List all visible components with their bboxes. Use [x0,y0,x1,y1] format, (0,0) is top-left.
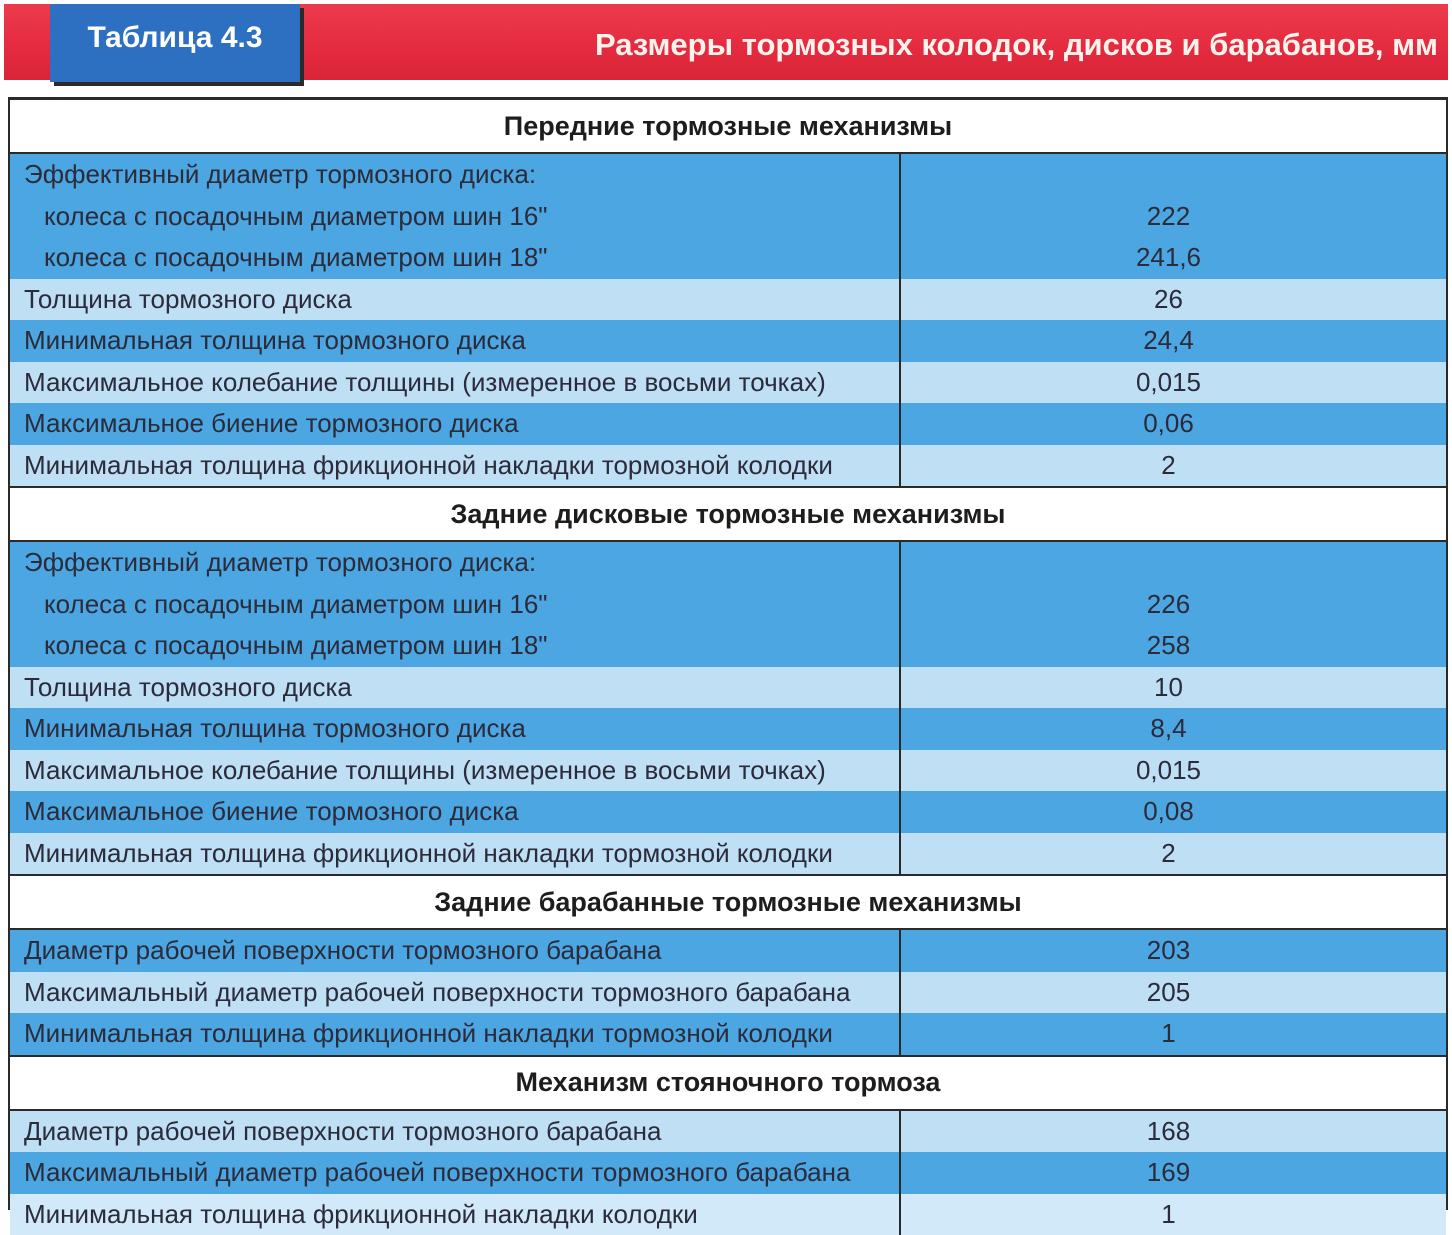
table-row [10,445,1446,487]
table-row [10,362,1446,404]
row-label: Минимальная толщина фрикционной накладки тормозной колодки [10,445,901,487]
row-value: 205 [901,972,1446,1014]
table-row [10,791,1446,833]
row-value: 241,6 [901,237,1446,279]
table-row [10,972,1446,1014]
table-row [10,320,1446,362]
row-label: Минимальная толщина тормозного диска [10,708,901,750]
section-parking-brake [10,1109,1446,1235]
section-title: Механизм стояночного тормоза [10,1057,1446,1109]
row-label: Минимальная толщина фрикционной накладки тормозной колодки [10,833,901,875]
section-rear-drum-brakes [10,928,1446,1057]
row-value: 1 [901,1013,1446,1055]
section-rear-disc-brakes [10,540,1446,876]
row-label: Минимальная толщина тормозного диска [10,320,901,362]
row-label: Эффективный диаметр тормозного диска: [10,154,901,196]
row-label: Максимальный диаметр рабочей поверхности тормозного барабана [10,1152,901,1194]
row-value: 0,015 [901,362,1446,404]
table-row [10,154,1446,196]
table-row [10,833,1446,875]
row-label: Диаметр рабочей поверхности тормозного барабана [10,930,901,972]
row-value: 0,08 [901,791,1446,833]
row-label: Толщина тормозного диска [10,667,901,709]
row-label: Максимальное колебание толщины (измеренное в восьми точках) [10,750,901,792]
table-row [10,279,1446,321]
section-title: Задние барабанные тормозные механизмы [10,876,1446,928]
row-value [901,542,1446,584]
table-row [10,584,1446,626]
table-row [10,750,1446,792]
table-row [10,542,1446,584]
table-number-tab: Таблица 4.3 [50,4,300,82]
row-value: 26 [901,279,1446,321]
row-value: 226 [901,584,1446,626]
table-title: Размеры тормозных колодок, дисков и барабанов, мм [595,20,1438,70]
row-label: колеса с посадочным диаметром шин 16" [10,196,901,238]
table-row [10,1013,1446,1055]
row-label: Максимальное биение тормозного диска [10,791,901,833]
section-title: Передние тормозные механизмы [10,100,1446,152]
row-value: 168 [901,1111,1446,1153]
row-label: колеса с посадочным диаметром шин 16" [10,584,901,626]
table-row [10,667,1446,709]
brake-dimensions-table [8,97,1448,1210]
table-row [10,403,1446,445]
row-label: Максимальный диаметр рабочей поверхности тормозного барабана [10,972,901,1014]
section-title: Задние дисковые тормозные механизмы [10,488,1446,540]
table-row [10,708,1446,750]
section-front-brakes [10,152,1446,488]
table-row [10,237,1446,279]
table-row [10,1111,1446,1153]
table-title-banner [4,4,1448,80]
row-value: 0,06 [901,403,1446,445]
table-row [10,625,1446,667]
row-label: Максимальное колебание толщины (измеренное в восьми точках) [10,362,901,404]
row-label: колеса с посадочным диаметром шин 18" [10,625,901,667]
row-value: 2 [901,833,1446,875]
row-label: Максимальное биение тормозного диска [10,403,901,445]
row-value: 222 [901,196,1446,238]
row-label: Диаметр рабочей поверхности тормозного барабана [10,1111,901,1153]
row-value: 1 [901,1194,1446,1235]
row-value [901,154,1446,196]
row-value: 24,4 [901,320,1446,362]
table-row [10,1194,1446,1235]
row-value: 169 [901,1152,1446,1194]
row-value: 0,015 [901,750,1446,792]
row-label: Эффективный диаметр тормозного диска: [10,542,901,584]
row-value: 258 [901,625,1446,667]
row-label: Минимальная толщина фрикционной накладки тормозной колодки [10,1013,901,1055]
table-row [10,930,1446,972]
row-value: 2 [901,445,1446,487]
row-label: Минимальная толщина фрикционной накладки колодки [10,1194,901,1235]
row-value: 8,4 [901,708,1446,750]
row-value: 203 [901,930,1446,972]
row-label: Толщина тормозного диска [10,279,901,321]
row-label: колеса с посадочным диаметром шин 18" [10,237,901,279]
table-row [10,196,1446,238]
table-row [10,1152,1446,1194]
row-value: 10 [901,667,1446,709]
